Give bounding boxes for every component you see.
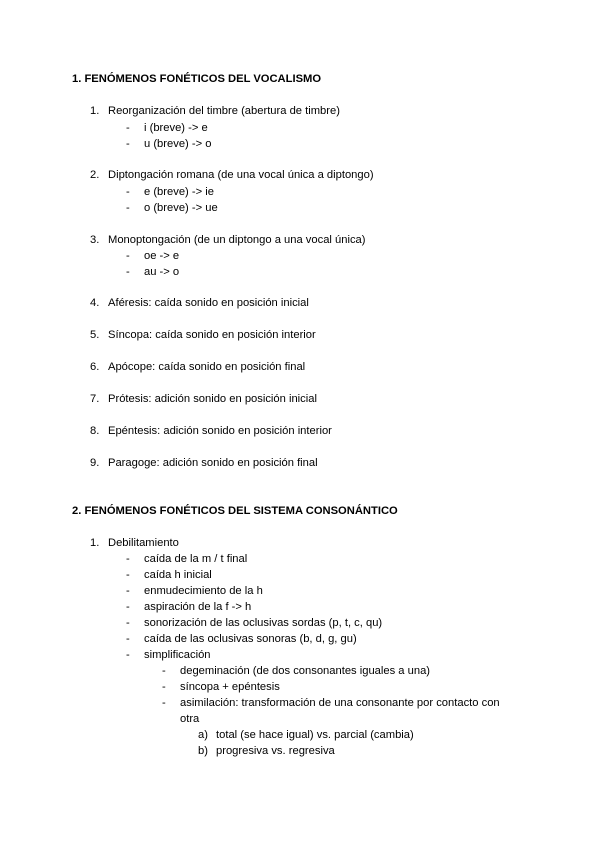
s2-sub-4-bullet: -: [126, 601, 130, 613]
s2-sub-1-text: caída de la m / t final: [144, 553, 248, 565]
s2-item-1-text: Debilitamiento: [108, 537, 179, 549]
s1-item-3-text: Monoptongación (de un diptongo a una vocal única): [108, 234, 366, 246]
s1-item-1-text: Reorganización del timbre (abertura de timbre): [108, 105, 340, 117]
asim-a-label: a): [198, 729, 208, 741]
s2-sub-6-text: caída de las oclusivas sonoras (b, d, g, gu): [144, 633, 357, 645]
s2-item-1-number: 1.: [90, 537, 100, 549]
simplif-3-bullet: -: [162, 697, 166, 709]
section-1-number: 1.: [72, 73, 82, 85]
s2-sub-3-bullet: -: [126, 585, 130, 597]
s1-item-2-number: 2.: [90, 169, 100, 181]
s2-sub-2-text: caída h inicial: [144, 569, 212, 581]
s1-item-6-number: 6.: [90, 361, 100, 373]
s2-sub-2-bullet: -: [126, 569, 130, 581]
s1-item-2-sub-1-bullet: -: [126, 186, 130, 198]
s1-item-8-text: Epéntesis: adición sonido en posición interior: [108, 425, 332, 437]
s1-item-8-number: 8.: [90, 425, 100, 437]
simplif-1-text: degeminación (de dos consonantes iguales a una): [180, 665, 431, 677]
s1-item-2-sub-2-text: o (breve) -> ue: [144, 202, 218, 214]
s1-item-3-sub-1-text: oe -> e: [144, 250, 180, 262]
simplif-2-text: síncopa + epéntesis: [180, 681, 280, 693]
asim-a-text: total (se hace igual) vs. parcial (cambia): [216, 729, 414, 741]
s1-item-1-sub-1-bullet: -: [126, 122, 130, 134]
s1-item-2-text: Diptongación romana (de una vocal única a diptongo): [108, 169, 374, 181]
s2-sub-7-text: simplificación: [144, 649, 211, 661]
s1-item-6-text: Apócope: caída sonido en posición final: [108, 361, 306, 373]
section-1-heading: [72, 72, 321, 86]
s1-item-1-number: 1.: [90, 105, 100, 117]
s1-item-3-sub-1-bullet: -: [126, 250, 130, 262]
s1-item-1-sub-1-text: i (breve) -> e: [144, 122, 208, 134]
s1-item-3-sub-2-text: au -> o: [144, 266, 180, 278]
s1-item-1-sub-2-bullet: -: [126, 138, 130, 150]
asim-b-label: b): [198, 745, 208, 757]
s1-item-4-number: 4.: [90, 297, 100, 309]
s2-sub-7-bullet: -: [126, 649, 130, 661]
s1-item-7-number: 7.: [90, 393, 100, 405]
asim-b-text: progresiva vs. regresiva: [216, 745, 335, 757]
section-1-title: FENÓMENOS FONÉTICOS DEL VOCALISMO: [84, 73, 322, 85]
s2-sub-6-bullet: -: [126, 633, 130, 645]
s1-item-4-text: Aféresis: caída sonido en posición inicial: [108, 297, 309, 309]
section-2-heading: [72, 504, 398, 518]
s1-item-1-sub-2-text: u (breve) -> o: [144, 138, 212, 150]
simplif-1-bullet: -: [162, 665, 166, 677]
s1-item-5-number: 5.: [90, 329, 100, 341]
simplif-3-continuation: otra: [180, 713, 200, 725]
section-2-number: 2.: [72, 505, 82, 517]
s2-sub-3-text: enmudecimiento de la h: [144, 585, 263, 597]
s1-item-9-text: Paragoge: adición sonido en posición final: [108, 457, 318, 469]
s1-item-3-sub-2-bullet: -: [126, 266, 130, 278]
s2-sub-5-bullet: -: [126, 617, 130, 629]
simplif-3-text: asimilación: transformación de una consonante por contacto con: [180, 697, 500, 709]
s1-item-9-number: 9.: [90, 457, 100, 469]
simplif-2-bullet: -: [162, 681, 166, 693]
s1-item-2-sub-1-text: e (breve) -> ie: [144, 186, 214, 198]
s1-item-7-text: Prótesis: adición sonido en posición inicial: [108, 393, 317, 405]
s2-sub-4-text: aspiración de la f -> h: [144, 601, 252, 613]
section-2-title: FENÓMENOS FONÉTICOS DEL SISTEMA CONSONÁNTICO: [84, 505, 398, 517]
s2-sub-1-bullet: -: [126, 553, 130, 565]
s1-item-2-sub-2-bullet: -: [126, 202, 130, 214]
s1-item-5-text: Síncopa: caída sonido en posición interior: [108, 329, 316, 341]
s2-sub-5-text: sonorización de las oclusivas sordas (p, t, c, qu): [144, 617, 383, 629]
s1-item-3-number: 3.: [90, 234, 100, 246]
